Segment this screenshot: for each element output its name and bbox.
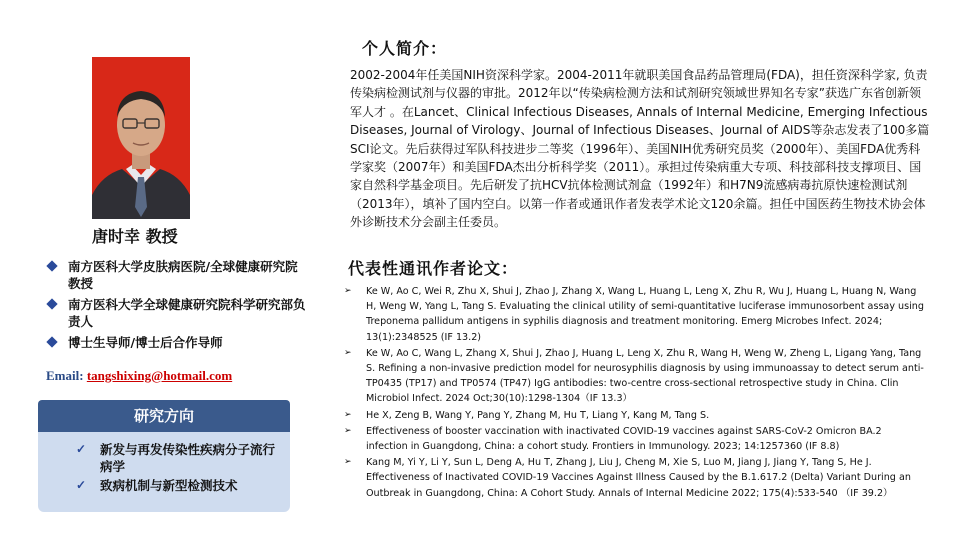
research-text: 新发与再发传染性疾病分子流行病学 [100, 442, 276, 474]
research-item [76, 441, 286, 475]
research-heading: 研究方向 [38, 400, 290, 432]
paper-item [344, 284, 924, 345]
paper-list [344, 284, 924, 502]
position-list [48, 258, 310, 355]
paper-item [344, 424, 924, 454]
paper-text: Ke W, Ao C, Wei R, Zhu X, Shui J, Zhao J, Zhang X, Wang L, Huang L, Leng X, Zhu R, Wu J, Huang L, Huang N, Wang H, Weng W, Yang L, Tang S. Evaluating the clinical utility of semi-quantitative luciferase immunosorbent assay using Treponema pallidum antigens in syphilis diagnosis and treatment monitoring. Emerg Microbes Infect. 2024; 13(1):2348525 (IF 13.2) [366, 286, 924, 343]
position-text: 博士生导师/博士后合作导师 [68, 335, 223, 350]
email-line [46, 368, 232, 384]
position-item [48, 334, 310, 351]
papers-heading: 代表性通讯作者论文： [348, 259, 519, 278]
arrow-bullet-icon: ➢ [344, 425, 352, 436]
paper-text: He X, Zeng B, Wang Y, Pang Y, Zhang M, Hu T, Liang Y, Kang M, Tang S. [366, 409, 710, 421]
research-item [76, 477, 286, 494]
checkmark-icon: ✓ [76, 442, 87, 456]
paper-item [344, 346, 924, 407]
diamond-bullet-icon [46, 298, 57, 309]
paper-item [344, 455, 924, 501]
paper-item [344, 408, 924, 423]
position-item [48, 296, 310, 330]
email-link[interactable]: tangshixing@hotmail.com [86, 368, 233, 383]
arrow-bullet-icon: ➢ [344, 347, 352, 358]
intro-text: 2002-2004年任美国NIH资深科学家。2004-2011年就职美国食品药品管理局(FDA)，担任资深科学家, 负责传染病检测试剂与仪器的审批。2012年以“传染病检测方法和试剂研究领域世界知名专家”获选广东省创新领军人才 。在Lancet、Clinical Infectious Diseases, Annals of Internal Medicine, Emerging Infectious Diseases, Journal of Virology、Journal of Infectious Diseases、Journal of AIDS等杂志发表了100多篇SCI论文。先后获得过军队科技进步二等奖（1996年）、美国NIH优秀研究员奖（2000年）、美国FDA优秀科学家奖（2007年）和美国FDA杰出分析科学奖（2011）。承担过传染病重大专项、科技部科技支撑项目、国家自然科学基金项目。先后研发了抗HCV抗体检测试剂盒（1992年）和H7N9流感病毒抗原快速检测试剂（2013年），填补了国内空白。以第一作者或通讯作者发表学术论文120余篇。担任中国医药生物技术协会体外诊断技术分会副主任委员。 [350, 68, 930, 230]
research-text: 致病机制与新型检测技术 [100, 478, 238, 493]
research-list [76, 441, 286, 496]
arrow-bullet-icon: ➢ [344, 286, 352, 296]
position-text: 南方医科大学皮肤病医院/全球健康研究院教授 [68, 259, 298, 291]
arrow-bullet-icon: ➢ [344, 409, 352, 420]
diamond-bullet-icon [46, 336, 57, 347]
profile-photo [92, 57, 190, 219]
profile-name: 唐时幸 教授 [92, 227, 178, 246]
paper-text: Effectiveness of booster vaccination with inactivated COVID-19 vaccines against SARS-CoV-2 Omicron BA.2 infection in Guangdong, China: a cohort study. Frontiers in Immunology. 2023; 14:1257360 (IF 8.8) [366, 425, 882, 453]
checkmark-icon: ✓ [76, 478, 87, 492]
email-label: Email: [46, 368, 87, 383]
paper-text: Kang M, Yi Y, Li Y, Sun L, Deng A, Hu T, Zhang J, Liu J, Cheng M, Xie S, Luo M, Jiang J, Jiang Y, Tang S, He J. Effectiveness of Inactivated COVID-19 Vaccines Against Illness Caused by the B.1.617.2 (Delta) Variant During an Outbreak in Guangdong, China: A Cohort Study. Annals of Internal Medicine 2022; 175(4):533-540 （IF 39.2） [366, 457, 911, 499]
paper-text: Ke W, Ao C, Wang L, Zhang X, Shui J, Zhao J, Huang L, Leng X, Zhu R, Wang H, Weng W, Zheng L, Ligang Yang, Tang S. Refining a non-invasive prediction model for neurosyphilis diagnosis by using immunoassay to detect serum anti-TP0435 (TP17) and TP0574 (TP47) IgG antibodies: two-centre cross-sectional retrospective study in China. Clin Microbiol Infect. 2024 Oct;30(10):1298-1304（IF 13.3） [366, 347, 924, 405]
arrow-bullet-icon: ➢ [344, 457, 352, 468]
intro-heading: 个人简介： [362, 39, 448, 58]
position-text: 南方医科大学全球健康研究院科学研究部负责人 [68, 297, 306, 329]
diamond-bullet-icon [46, 260, 57, 271]
profile-photo-graphic [92, 57, 190, 219]
position-item [48, 258, 310, 292]
